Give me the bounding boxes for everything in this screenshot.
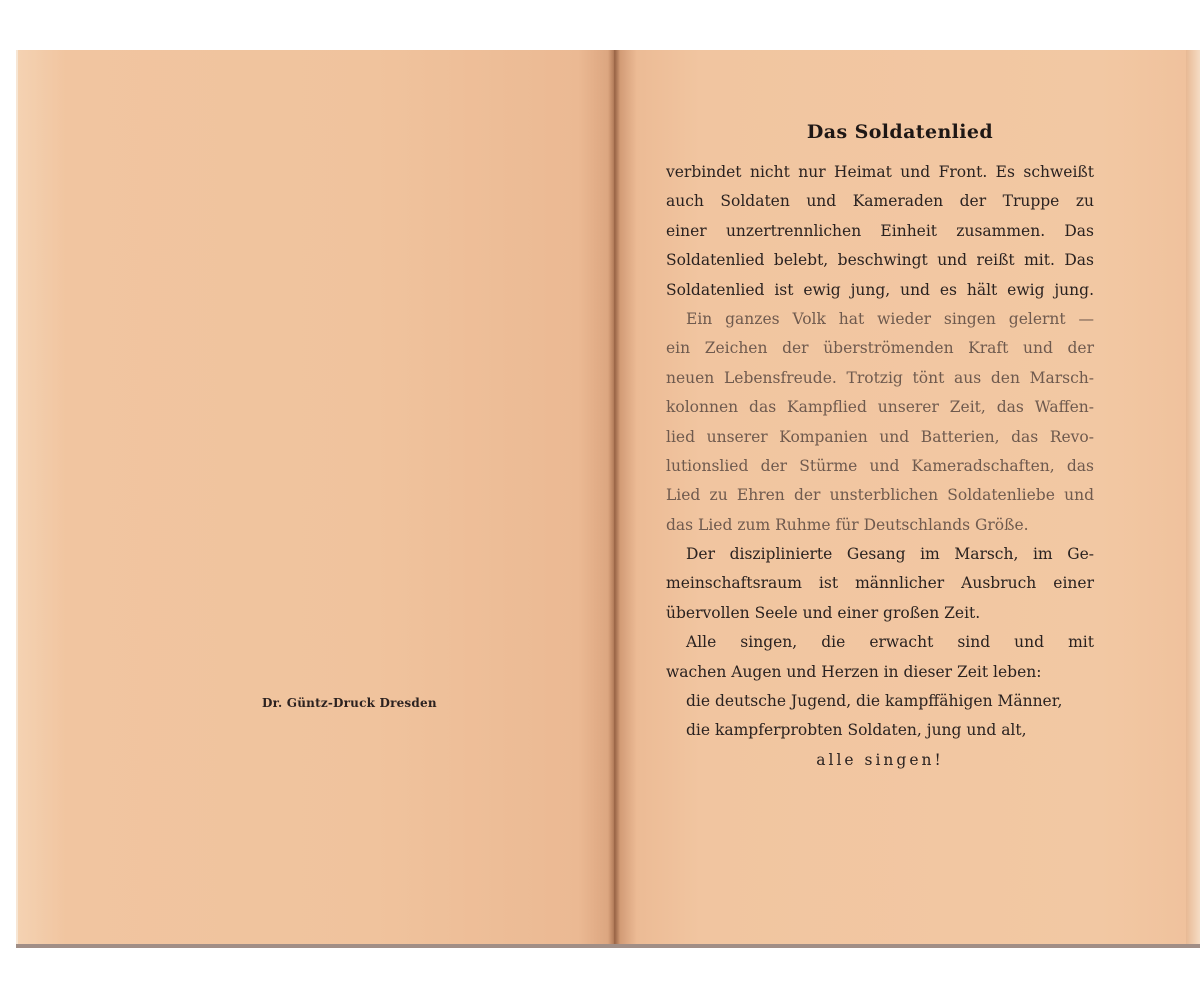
bottom-shadow [16,944,1200,948]
text-line: Alle singen, die erwacht sind und mit [686,633,1094,652]
text-line: einer unzertrennlichen Einheit zusammen. Das [666,221,1094,240]
text-line: wachen Augen und Herzen in dieser Zeit leben: [666,662,1042,681]
text-line: alle singen! [816,750,944,769]
text-line: neuen Lebensfreude. Trotzig tönt aus den Marsch- [666,368,1094,387]
text-line: verbindet nicht nur Heimat und Front. Es schweißt [666,163,1094,181]
text-line: die deutsche Jugend, die kampffähigen Männer, [686,692,1063,711]
text-line: Ein ganzes Volk hat wieder singen gelernt — [686,309,1094,328]
text-line: ein Zeichen der überströmenden Kraft und der [666,339,1094,358]
text-line: die kampferprobten Soldaten, jung und alt, [686,721,1027,740]
printer-imprint: Dr. Güntz-Druck Dresden [262,696,437,710]
text-line: kolonnen das Kampflied unserer Zeit, das Waffen- [666,398,1094,417]
page-title: Das Soldatenlied [806,121,994,143]
text-line: auch Soldaten und Kameraden der Truppe zu [666,192,1094,211]
book-gutter [608,50,620,948]
text-line: lied unserer Kompanien und Batterien, das Revo- [666,427,1094,446]
text-line: meinschaftsraum ist männlicher Ausbruch einer [666,574,1094,593]
right-page-text [666,122,1094,775]
text-line: Der disziplinierte Gesang im Marsch, im Ge- [686,545,1094,564]
left-page [16,50,614,948]
text-line: Lied zu Ehren der unsterblichen Soldatenliebe und [666,486,1094,505]
text-line: übervollen Seele und einer großen Zeit. [666,603,981,622]
page-edge [1186,50,1200,948]
text-line: das Lied zum Ruhme für Deutschlands Größe. [666,515,1029,534]
text-line: lutionslied der Stürme und Kameradschaften, das [666,456,1094,475]
text-line: Soldatenlied belebt, beschwingt und reißt mit. Das [666,251,1094,270]
text-line: Soldatenlied ist ewig jung, und es hält ewig jung. [666,280,1094,299]
